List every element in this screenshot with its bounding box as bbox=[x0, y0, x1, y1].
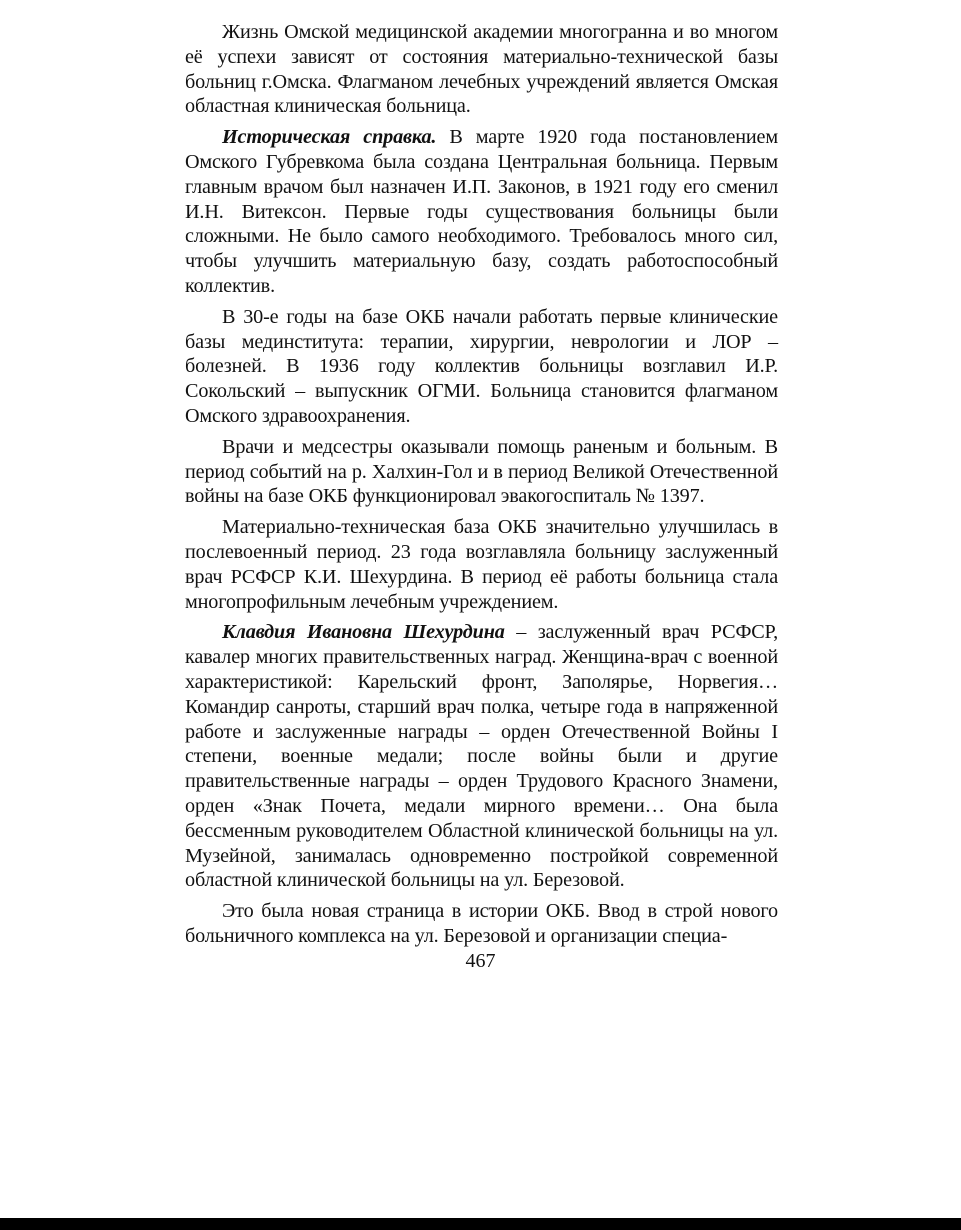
paragraph-1930s bbox=[185, 305, 778, 429]
paragraph-new-complex bbox=[185, 899, 778, 949]
paragraph-text: В марте 1920 года постановлением Омского Губревкома была создана Центральная больница. Первым главным врачом был назначен И.П. Законов, в 1921 году его сменил И.Н. Витексон. Первые годы существования больницы были сложными. Не было самого необходимого. Требовалось много сил, чтобы улучшить материальную базу, создать работоспособный коллектив. bbox=[185, 126, 778, 297]
paragraph-lead: Клавдия Ивановна Шехурдина bbox=[222, 621, 505, 644]
paragraph-text: Это была новая страница в истории ОКБ. Ввод в строй нового больничного комплекса на ул. Березовой и организации специа- bbox=[185, 900, 778, 947]
paragraph-intro bbox=[185, 20, 778, 119]
paragraph-text: Материально-техническая база ОКБ значительно улучшилась в послевоенный период. 23 года возглавляла больницу заслуженный врач РСФСР К.И. Шехурдина. В период её работы больница стала многопрофильным лечебным учреждением. bbox=[185, 516, 778, 613]
paragraph-text: В 30-е годы на базе ОКБ начали работать первые клинические базы мединститута: терапии, хирургии, неврологии и ЛОР – болезней. В 1936 году коллектив больницы возглавил И.Р. Сокольский – выпускник ОГМИ. Больница становится флагманом Омского здравоохранения. bbox=[185, 305, 778, 427]
bottom-scan-border bbox=[0, 1218, 961, 1230]
page-body bbox=[185, 20, 778, 955]
paragraph-text: Жизнь Омской медицинской академии многогранна и во многом её успехи зависят от состояния материально-технической базы больниц г.Омска. Флагманом лечебных учреждений является Омская областная клиническая больница. bbox=[185, 21, 778, 118]
paragraph-text: Врачи и медсестры оказывали помощь раненым и больным. В период событий на р. Халхин-Гол и в период Великой Отечественной войны на базе ОКБ функционировал эвакогоспиталь № 1397. bbox=[185, 435, 778, 508]
paragraph-text: – заслуженный врач РСФСР, кавалер многих правительственных наград. Женщина-врач с военной характеристикой: Карельский фронт, Заполярье, Норвегия… Командир санроты, старший врач полка, четыре года в напряженной работе и заслуженные награды – орден Отечественной Войны I степени, военные медали; после войны были и другие правительственные награды – орден Трудового Красного Знамени, орден «Знак Почета, медали мирного времени… Она была бессменным руководителем Областной клинической больницы на ул. Музейной, занималась одновременно постройкой современной областной клинической больницы на ул. Березовой. bbox=[185, 621, 779, 892]
paragraph-lead: Историческая справка. bbox=[222, 126, 437, 149]
paragraph-shekhurdina bbox=[185, 620, 778, 893]
paragraph-war-years bbox=[185, 435, 778, 509]
paragraph-postwar bbox=[185, 515, 778, 614]
paragraph-historical-note bbox=[185, 125, 778, 299]
page-number: 467 bbox=[465, 950, 496, 972]
